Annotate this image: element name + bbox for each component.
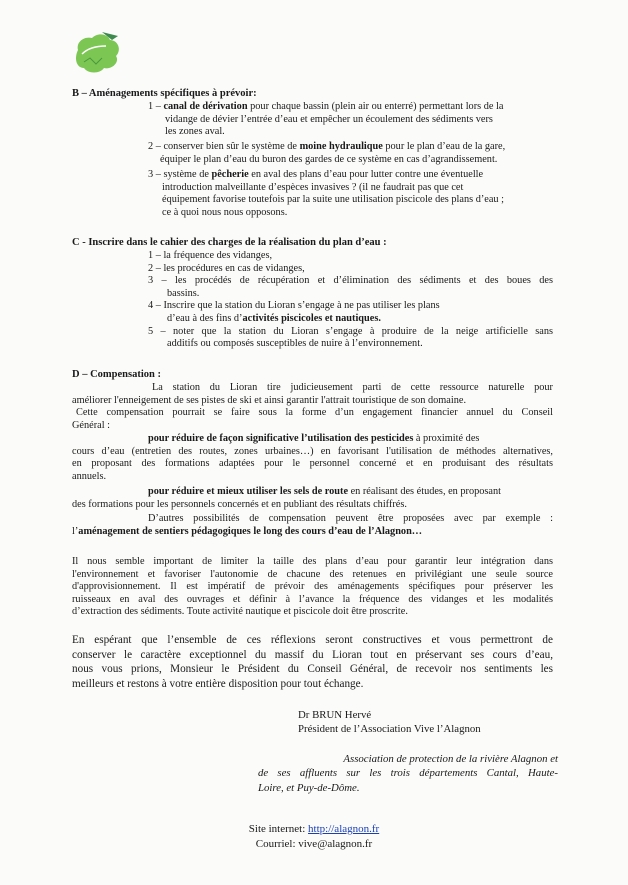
leaf-map-logo-icon (72, 28, 124, 78)
section-d-title: D – Compensation : (72, 369, 161, 380)
section-d-pesticides: pour réduire de façon significative l’utilisation des pesticides à proximité des cours d’eau (entretien des routes, zones urbaines…) en favorisant l'utilisation de méthodes alternatives, en proposant des formations adaptées pour le personnel concerné et en produisant des résultats annuels. (72, 433, 553, 482)
section-b-item-1: 1 – canal de dérivation pour chaque bassin (plein air ou enterré) permettant lors de la vidange de dévier l’entrée d’eau et empêcher un écoulement des sédiments vers les zones aval. (148, 101, 504, 138)
section-d-intro: La station du Lioran tire judicieusement parti de cette ressource naturelle pour améliorer l'enneigement de ses pistes de ski et ainsi garantir l'attrait touristique de son domaine. Cette compensation pourrait se faire sous la forme d’un engagement financier annuel du Conseil Général : (72, 382, 553, 431)
section-c-item-5: 5 – noter que la station du Lioran s’engage à produire de la neige artificielle sans (148, 325, 553, 337)
limit-paragraph: Il nous semble important de limiter la taille des plans d’eau pour garantir leur intégration dans l'environnement et favoriser l'autonomie de chacune des retenues en privilégiant une seule source d'approvisionnement. Il est impératif de prévoir des aménagements spécifiques pour préserver les ruisseaux en aval des ouvrages et définir à l’avance la fréquence des vidanges et les modalités d’extraction des sédiments. Toute activité nautique et piscicole doit être proscrite. (72, 556, 553, 618)
section-c-item-3: 3 – les procédés de récupération et d’élimination des sédiments et des boues des (148, 275, 553, 287)
footer-website: Site internet: http://alagnon.fr (248, 823, 380, 835)
email-address[interactable]: vive@alagnon.fr (298, 837, 373, 850)
signatory-name: Dr BRUN Hervé (298, 709, 372, 721)
closing-paragraph: En espérant que l’ensemble de ces réflexions seront constructives et vous permettront de conserver le caractère exceptionnel du massif du Lioran tout en préservant ses cours d’eau, nous vous prions, Monsieur le Président du Conseil Général, de recevoir nos sentiments les meilleurs et restons à votre entière disposition pour tout échange. (72, 634, 553, 691)
website-link[interactable]: http://alagnon.fr (308, 823, 380, 835)
footer-email: Courriel: vive@alagnon.fr (255, 837, 373, 850)
item-3-keyword: pêcherie (211, 169, 249, 180)
item-2-keyword: moine hydraulique (299, 141, 383, 152)
item-1-keyword: canal de dérivation (163, 101, 248, 112)
section-c-item-1: 1 – la fréquence des vidanges, (148, 250, 273, 261)
signature-block (298, 709, 558, 736)
footer (0, 822, 628, 851)
section-b-title: B – Aménagements spécifiques à prévoir: (72, 88, 257, 99)
section-b-item-3: 3 – système de pêcherie en aval des plans d’eau pour lutter contre une éventuelle introduction malveillante d’espèces invasives ? (il ne faudrait pas que cet équipement favorise toutefois par la suite une utilisation piscicole des plans d’eau ; ce à quoi nous nous opposons. (148, 169, 504, 218)
section-d-road-salt: pour réduire et mieux utiliser les sels de route en réalisant des études, en proposant des formations pour les personnels concernés et en publiant des résultats chiffrés. (72, 486, 501, 510)
section-c-item-2: 2 – les procédures en cas de vidanges, (148, 262, 305, 274)
section-b-item-2: 2 – conserver bien sûr le système de moine hydraulique pour le plan d’eau de la gare, équiper le plan d’eau du buron des gardes de ce système en cas d’agrandissement. (148, 141, 506, 165)
section-c-title: C - Inscrire dans le cahier des charges de la réalisation du plan d’eau : (72, 237, 387, 248)
association-description: Association de protection de la rivière Alagnon et de ses affluents sur les trois départements Cantal, Haute- Loire, et Puy-de-Dôme. (258, 753, 558, 794)
signatory-role: Président de l’Association Vive l’Alagnon (298, 722, 481, 735)
association-logo (72, 28, 124, 78)
section-d-other: D’autres possibilités de compensation peuvent être proposées avec par exemple : l’aménagement de sentiers pédagogiques le long des cours d’eau de l’Alagnon… (72, 513, 553, 537)
section-c-list: 1 – la fréquence des vidanges, 2 – les procédures en cas de vidanges, 3 – les procédés de récupération et d’élimination des sédiments et des boues des bassins. 4 – Inscrire que la station du Lioran s’engage à ne pas utiliser les plans d’eau à des fins d’activités piscicoles et nautiques. 5 – noter que la station du Lioran s’engage à produire de la neige artificielle sans additifs ou composés susceptibles de nuire à l’environnement. (148, 250, 553, 350)
section-c-item-4: 4 – Inscrire que la station du Lioran s’engage à ne pas utiliser les plans (148, 300, 440, 312)
